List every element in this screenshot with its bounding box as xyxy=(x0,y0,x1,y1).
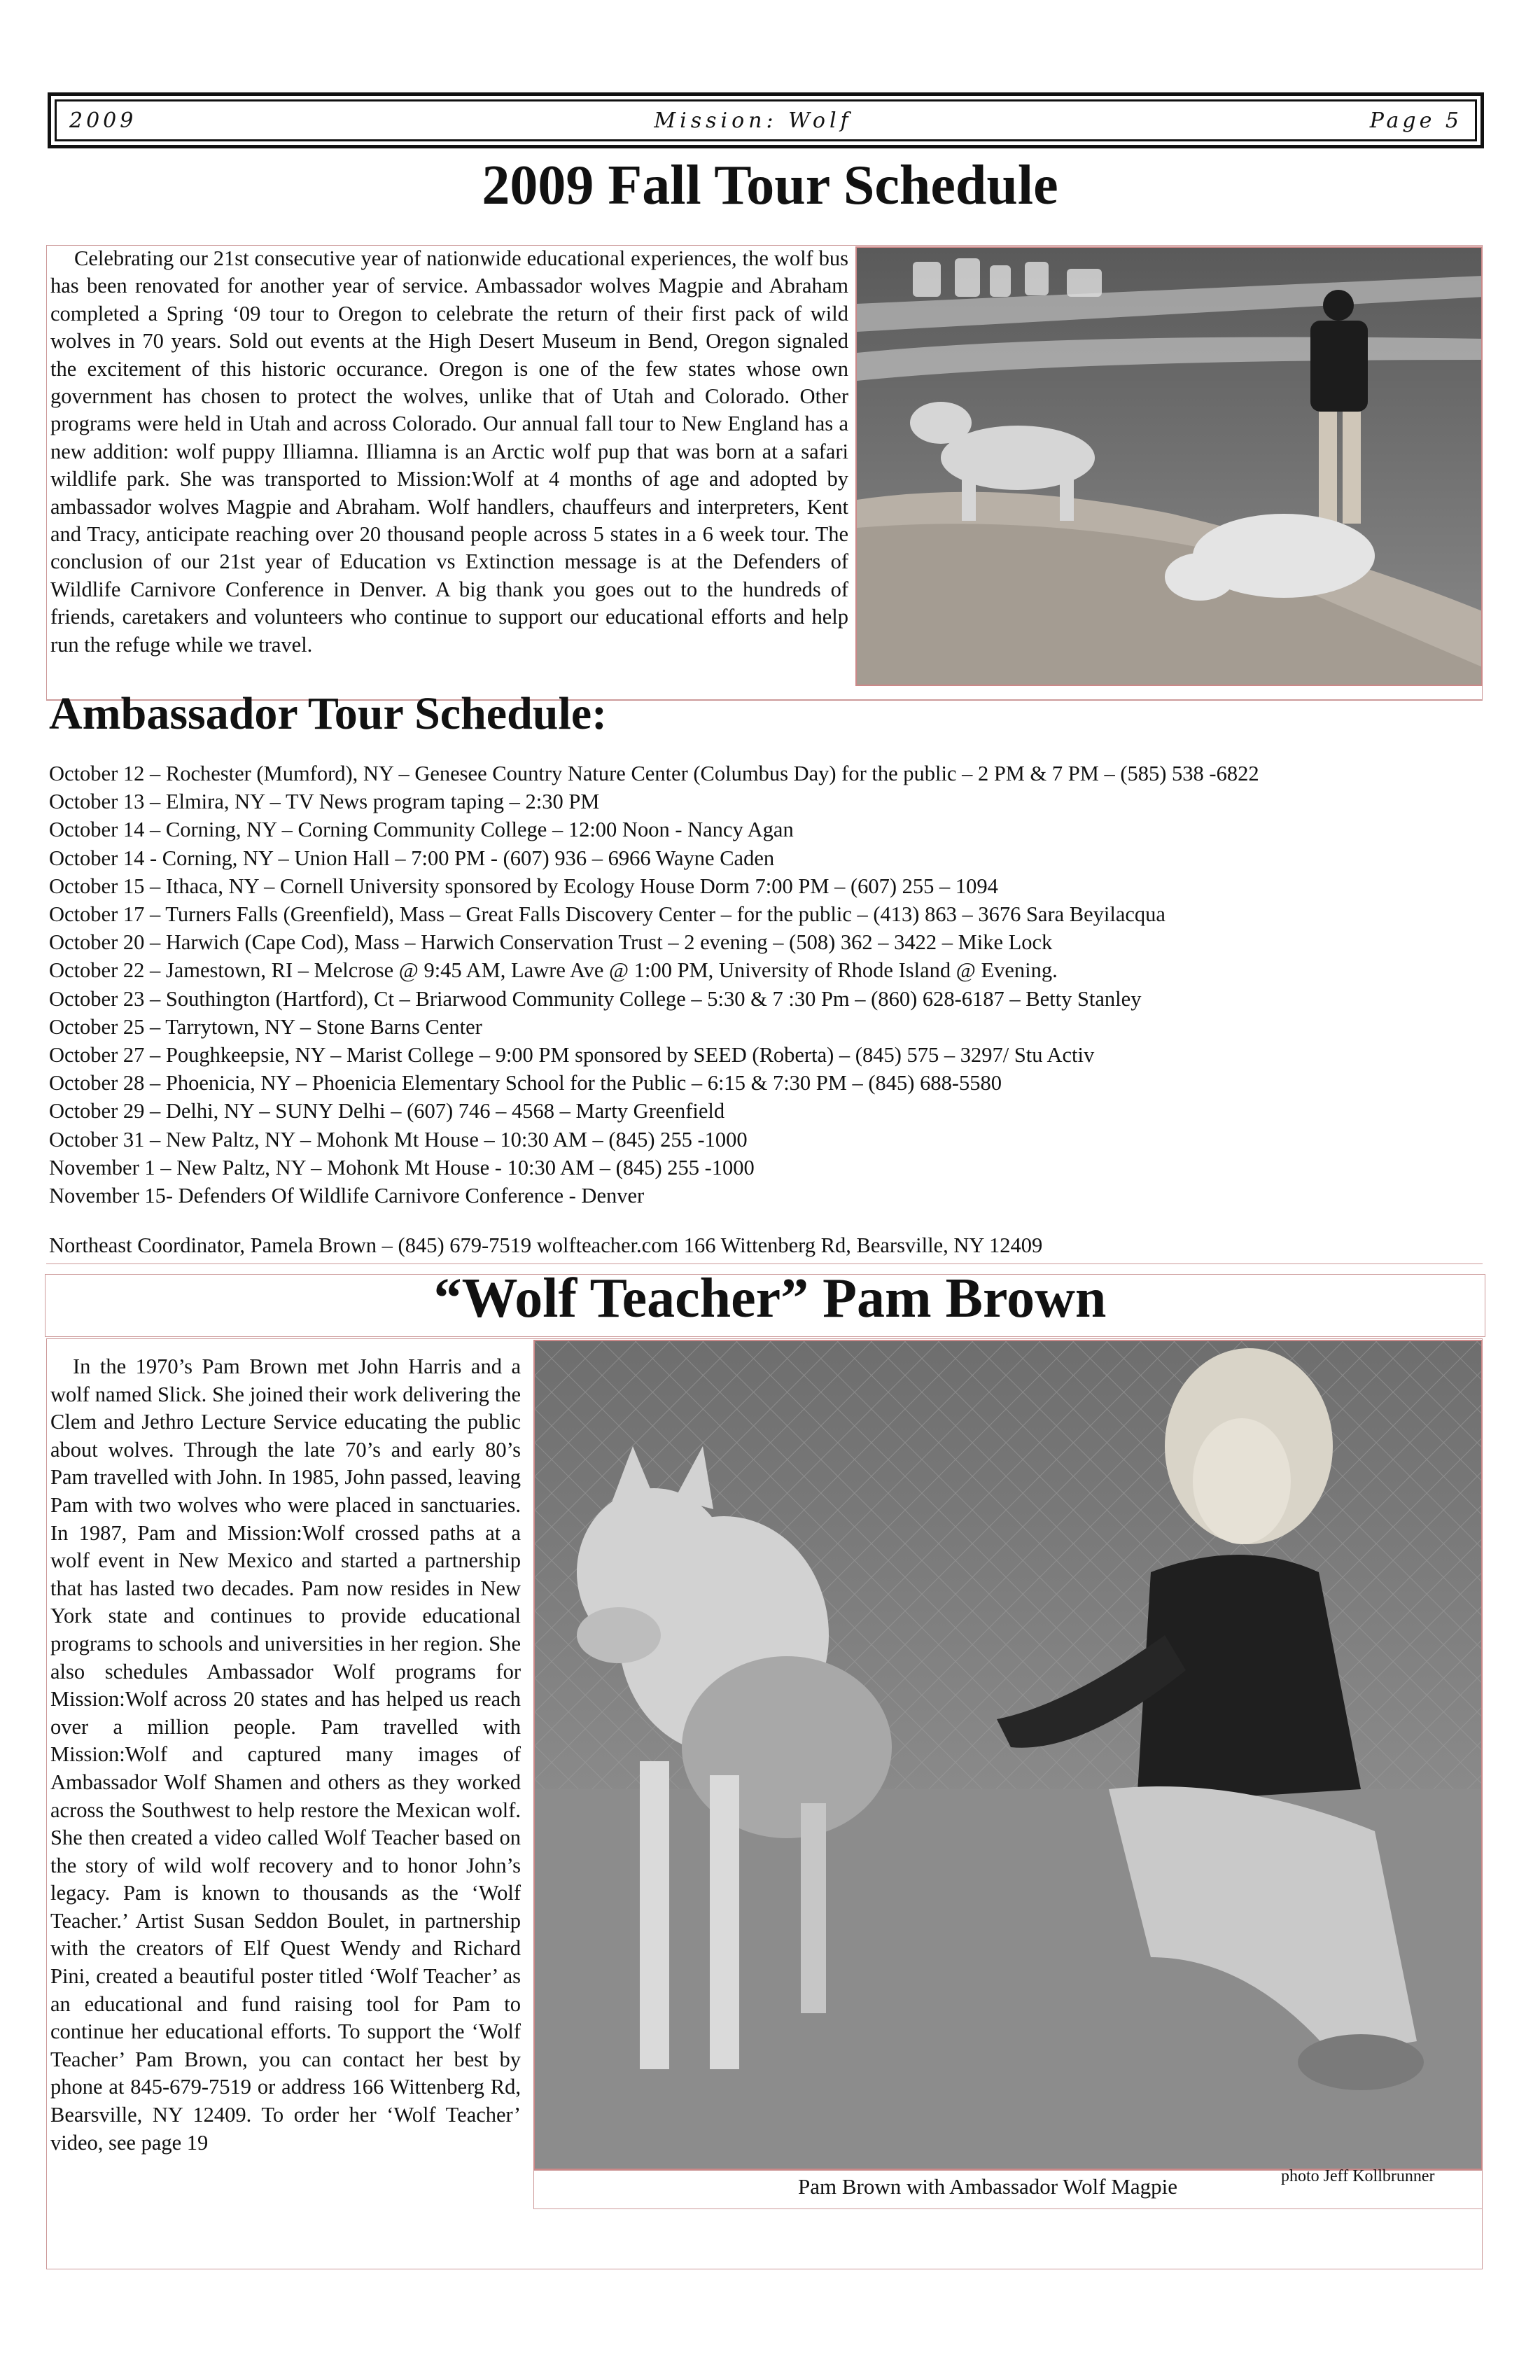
schedule-item: October 15 – Ithaca, NY – Cornell University sponsored by Ecology House Dorm 7:00 PM – (607) 255 – 1094 xyxy=(49,874,998,898)
beach-wolves-photo xyxy=(855,246,1483,686)
schedule-item: October 20 – Harwich (Cape Cod), Mass – Harwich Conservation Trust – 2 evening – (508) 362 – 3422 – Mike Lock xyxy=(49,930,1053,955)
schedule-item: October 17 – Turners Falls (Greenfield), Mass – Great Falls Discovery Center – for the public – (413) 863 – 3676 Sara Beyilacqua xyxy=(49,902,1166,927)
photo-caption: Pam Brown with Ambassador Wolf Magpie xyxy=(798,2174,1177,2199)
ambassador-schedule-heading: Ambassador Tour Schedule: xyxy=(49,688,608,739)
fall-tour-title: 2009 Fall Tour Schedule xyxy=(482,155,1058,216)
schedule-list xyxy=(49,760,1477,1210)
header-publication: Mission: Wolf xyxy=(654,108,853,133)
schedule-item: October 23 – Southington (Hartford), Ct – Briarwood Community College – 5:30 & 7 :30 Pm – (860) 628-6187 – Betty Stanley xyxy=(49,986,1142,1011)
beach-wolves-photo-image xyxy=(857,248,1483,686)
schedule-item: October 22 – Jamestown, RI – Melcrose @ 9:45 AM, Lawre Ave @ 1:00 PM, University of Rhode Island @ Evening. xyxy=(49,958,1058,983)
schedule-item: October 29 – Delhi, NY – SUNY Delhi – (607) 746 – 4568 – Marty Greenfield xyxy=(49,1099,725,1124)
schedule-item: October 25 – Tarrytown, NY – Stone Barns Center xyxy=(49,1014,482,1039)
schedule-item: November 15- Defenders Of Wildlife Carnivore Conference - Denver xyxy=(49,1184,645,1208)
schedule-item: October 14 – Corning, NY – Corning Community College – 12:00 Noon - Nancy Agan xyxy=(49,818,794,842)
running-header xyxy=(55,99,1477,141)
schedule-item: October 13 – Elmira, NY – TV News program taping – 2:30 PM xyxy=(49,790,600,814)
wolf-teacher-title: “Wolf Teacher” Pam Brown xyxy=(433,1268,1107,1329)
pam-and-wolf-photo xyxy=(533,1340,1483,2170)
schedule-item: October 27 – Poughkeepsie, NY – Marist College – 9:00 PM sponsored by SEED (Roberta) – (845) 575 – 3297/ Stu Activ xyxy=(49,1043,1095,1068)
coordinator-contact: Northeast Coordinator, Pamela Brown – (845) 679-7519 wolfteacher.com 166 Wittenberg Rd, Bearsville, NY 12409 xyxy=(49,1233,1043,1257)
wolf-teacher-paragraph: In the 1970’s Pam Brown met John Harris and a wolf named Slick. She joined their work delivering the Clem and Jethro Lecture Service educating the public about wolves. Through the late 70’s and early 80’s Pam travelled with John. In 1985, John passed, leaving Pam with two wolves who were placed in sanctuaries. In 1987, Pam and Mission:Wolf crossed paths at a wolf event in New Mexico and started a partnership that has lasted two decades. Pam now resides in New York state and continues to provide educational programs to schools and universities in her region. She also schedules Ambassador Wolf programs for Mission:Wolf across 20 states and has helped us reach over a million people. Pam travelled with Mission:Wolf and captured many images of Ambassador Wolf Shamen and others as they worked across the Southwest to help restore the Mexican wolf. She then created a video called Wolf Teacher based on the story of wild wolf recovery and to honor John’s legacy. Pam is known to thousands as the ‘Wolf Teacher.’ Artist Susan Seddon Boulet, in partnership with the creators of Elf Quest Wendy and Richard Pini, created a beautiful poster titled ‘Wolf Teacher’ as an educational and fund raising tool for Pam to continue her educational efforts. To support the ‘Wolf Teacher’ Pam Brown, you can contact her best by phone at 845-679-7519 or address 166 Wittenberg Rd, Bearsville, NY 12409. To order her ‘Wolf Teacher’ video, see page 19 xyxy=(50,1354,521,2155)
header-page-number: Page 5 xyxy=(1369,108,1462,133)
schedule-item: November 1 – New Paltz, NY – Mohonk Mt House - 10:30 AM – (845) 255 -1000 xyxy=(49,1155,755,1180)
header-year: 2009 xyxy=(69,108,137,133)
pam-and-wolf-photo-image xyxy=(535,1341,1483,2170)
photo-credit: photo Jeff Kollbrunner xyxy=(1281,2167,1435,2185)
schedule-item: October 12 – Rochester (Mumford), NY – Genesee Country Nature Center (Columbus Day) for the public – 2 PM & 7 PM – (585) 538 -6822 xyxy=(49,762,1259,785)
schedule-item: October 31 – New Paltz, NY – Mohonk Mt House – 10:30 AM – (845) 255 -1000 xyxy=(49,1127,748,1152)
schedule-item: October 14 - Corning, NY – Union Hall – 7:00 PM - (607) 936 – 6966 Wayne Caden xyxy=(49,846,775,870)
intro-paragraph: Celebrating our 21st consecutive year of nationwide educational experiences, the wolf bus has been renovated for another year of service. Ambassador wolves Magpie and Abraham completed a Spring ‘09 tour to Oregon to celebrate the return of their first pack of wild wolves in 70 years. Sold out events at the High Desert Museum in Bend, Oregon signaled the excitement of this historic occurance. Oregon is one of the few states whose own government has chosen to protect the wolves, unlike that of Utah and Colorado. Other programs were held in Utah and across Colorado. Our annual fall tour to New England has a new addition: wolf puppy Illiamna. Illiamna is an Arctic wolf pup that was born at a safari wildlife park. She was transported to Mission:Wolf at 4 months of age and adopted by ambassador wolves Magpie and Abraham. Wolf handlers, chauffeurs and interpreters, Kent and Tracy, anticipate reaching over 20 thousand people across 5 states in a 6 week tour. The conclusion of our 21st year of Education vs Extinction message is at the Defenders of Wildlife Carnivore Conference in Denver. A big thank you goes out to the hundreds of friends, caretakers and volunteers who continue to support our educational efforts and help run the refuge while we travel. xyxy=(50,246,848,657)
schedule-item: October 28 – Phoenicia, NY – Phoenicia Elementary School for the Public – 6:15 & 7:30 PM – (845) 688-5580 xyxy=(49,1071,1002,1096)
